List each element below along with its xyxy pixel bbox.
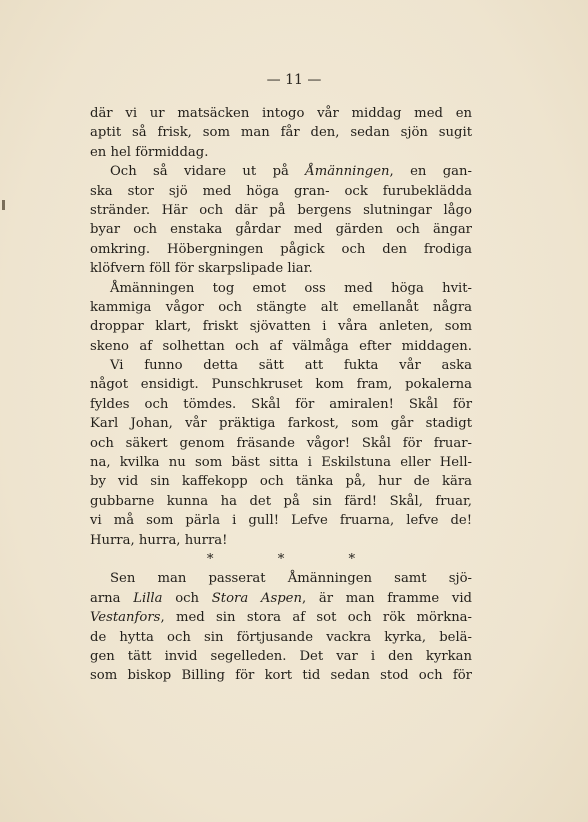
text-line <box>90 375 472 394</box>
text-line <box>90 666 472 685</box>
text-span: na, kvilka nu som bäst sitta i Eskilstuna eller Hell- <box>90 455 472 471</box>
text-line <box>90 201 472 220</box>
text-span: fyldes och tömdes. Skål för amiralen! Skål för <box>90 396 472 412</box>
text-span: skeno af solhettan och af välmåga efter middagen. <box>90 338 472 354</box>
section-separator <box>90 550 472 569</box>
text-line <box>90 298 472 317</box>
text-line <box>90 279 472 298</box>
text-span: något ensidigt. Punschkruset kom fram, pokalerna <box>90 377 472 393</box>
text-line <box>90 317 472 336</box>
text-span: , med sin stora af sot och rök mörkna- <box>160 610 472 626</box>
text-span: droppar klart, friskt sjövatten i våra anleten, som <box>90 319 472 335</box>
text-line <box>90 240 472 259</box>
text-line <box>90 143 472 162</box>
text-line <box>90 608 472 627</box>
italic-text: Åmänningen <box>305 164 390 180</box>
text-span: , är man framme vid <box>301 590 472 606</box>
text-line <box>90 453 472 472</box>
text-span: och säkert genom fräsande vågor! Skål för fruar- <box>90 435 472 451</box>
margin-mark <box>2 200 5 210</box>
italic-text: Vestanfors <box>90 610 161 626</box>
text-span: , en gan- <box>389 164 472 180</box>
text-span: omkring. Höbergningen pågick och den frodiga <box>90 241 472 257</box>
text-span: stränder. Här och där på bergens slutningar lågo <box>90 202 472 218</box>
text-span: där vi ur matsäcken intogo vår middag med en <box>90 106 472 121</box>
text-line <box>90 569 472 588</box>
text-line <box>90 356 472 375</box>
page-number: — 11 — <box>266 72 322 88</box>
text-span: gen tätt invid segelleden. Det var i den kyrkan <box>90 648 472 664</box>
text-span: Och så vidare ut på <box>110 164 306 180</box>
text-span: en hel förmiddag. <box>90 144 209 160</box>
text-line <box>90 162 472 181</box>
text-span: och <box>162 590 212 606</box>
text-span: Vi funno detta sätt att fukta vår aska <box>110 358 472 374</box>
body-text <box>90 104 472 686</box>
text-line <box>90 259 472 278</box>
text-span: kammiga vågor och stängte alt emellanåt några <box>90 299 472 315</box>
text-span: aptit så frisk, som man får den, sedan sjön sugit <box>90 125 472 141</box>
text-line <box>90 220 472 239</box>
text-line <box>90 104 472 123</box>
text-line <box>90 414 472 433</box>
text-span: vi må som pärla i gull! Lefve fruarna, lefve de! <box>90 513 472 529</box>
text-span: by vid sin kaffekopp och tänka på, hur de kära <box>90 474 472 490</box>
text-line <box>90 511 472 530</box>
text-span: som biskop Billing för kort tid sedan stod och för <box>90 668 472 684</box>
text-span: gubbarne kunna ha det på sin färd! Skål, fruar, <box>90 493 472 509</box>
text-line <box>90 395 472 414</box>
text-line <box>90 472 472 491</box>
text-span: arna <box>90 590 134 606</box>
text-line <box>90 492 472 511</box>
text-span: Åmänningen tog emot oss med höga hvit- <box>110 280 472 296</box>
text-line <box>90 531 472 550</box>
text-line <box>90 589 472 608</box>
text-line <box>90 123 472 142</box>
text-span: ska stor sjö med höga gran- ock furubeklädda <box>90 183 472 199</box>
text-span: Hurra, hurra, hurra! <box>90 532 228 548</box>
text-line <box>90 182 472 201</box>
text-span: byar och enstaka gårdar med gärden och ängar <box>90 222 472 238</box>
text-span: Sen man passerat Åmänningen samt sjö- <box>110 571 472 587</box>
text-span: de hytta och sin förtjusande vackra kyrka, belä- <box>90 629 472 645</box>
italic-text: Stora Aspen <box>211 590 302 606</box>
text-line <box>90 647 472 666</box>
text-span: Karl Johan, vår präktiga farkost, som går stadigt <box>90 416 472 432</box>
italic-text: Lilla <box>133 590 163 606</box>
text-span: * * * <box>206 551 386 567</box>
text-line <box>90 337 472 356</box>
text-line <box>90 628 472 647</box>
text-span: klöfvern föll för skarpslipade liar. <box>90 261 313 277</box>
text-line <box>90 434 472 453</box>
